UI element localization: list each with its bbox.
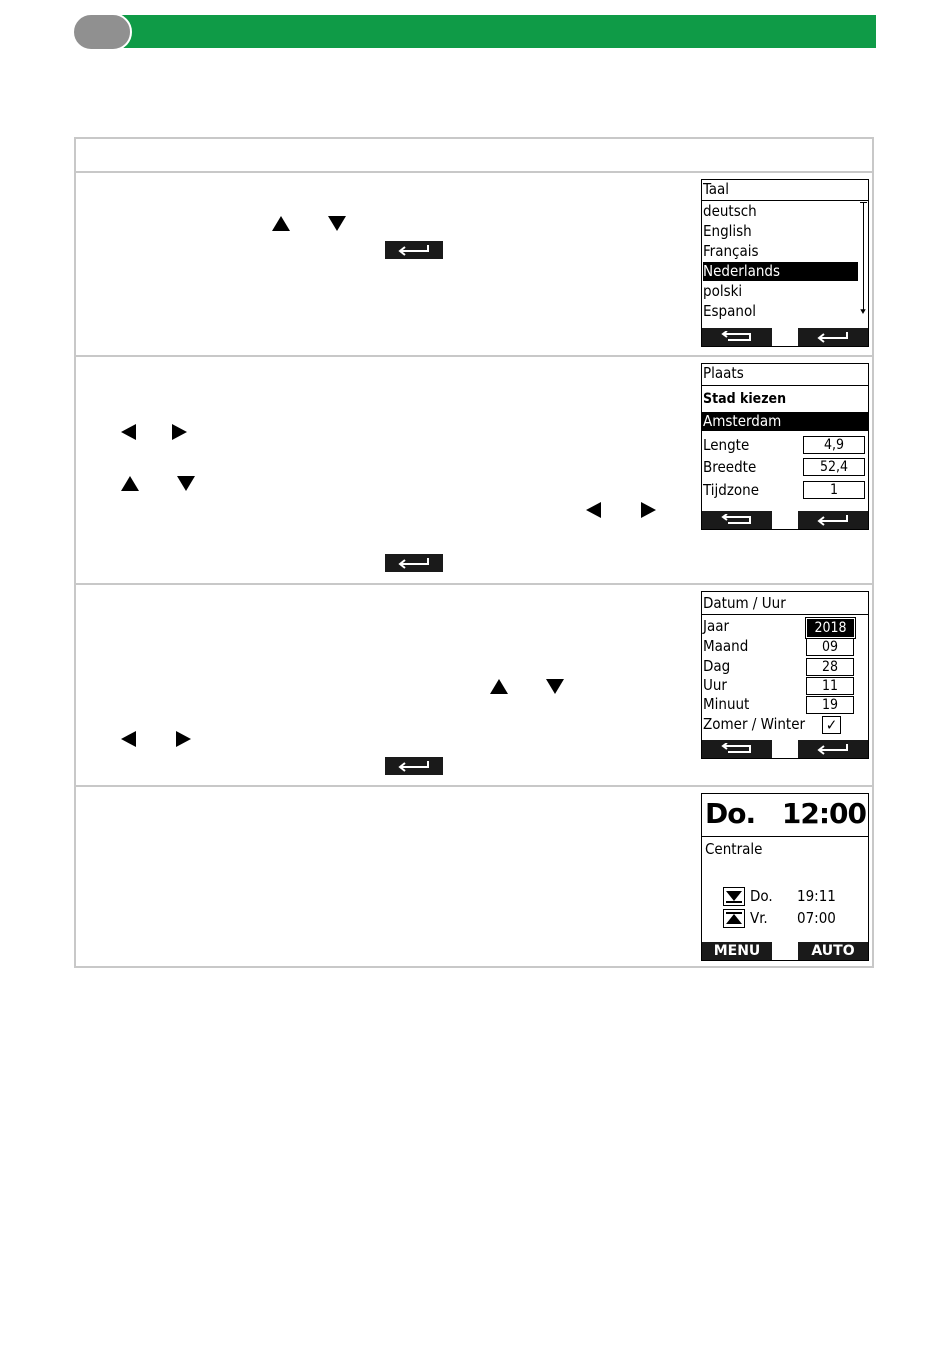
arrow-up-icon: [121, 476, 139, 491]
city-selected: Amsterdam: [702, 412, 869, 431]
menu-softkey: MENU: [702, 942, 772, 960]
enter-key-icon: [385, 241, 443, 259]
day-value: 28: [806, 658, 854, 676]
enter-softkey: [798, 328, 868, 346]
arrow-up-icon: [272, 216, 290, 231]
field-label: Maand: [703, 637, 749, 655]
field-label: Tijdzone: [703, 481, 760, 499]
hour-value: 11: [806, 677, 854, 695]
lcd-subtitle: Stad kiezen: [703, 391, 787, 407]
field-label: Minuut: [703, 695, 750, 713]
scroll-down-icon: ⯆: [859, 307, 867, 318]
auto-softkey: AUTO: [798, 942, 868, 960]
arrow-up-icon: [490, 679, 508, 694]
language-option: Français: [703, 242, 759, 260]
longitude-value: 4,9: [803, 436, 865, 454]
arrow-down-icon: [328, 216, 346, 231]
next-open-icon: [723, 909, 745, 928]
arrow-right-icon: [176, 731, 191, 747]
timezone-value: 1: [803, 481, 865, 499]
language-option: English: [703, 222, 752, 240]
scrollbar-cap: [860, 202, 867, 203]
lcd-datetime-screen: [701, 591, 869, 759]
table-divider: [74, 171, 874, 173]
dst-checkbox: ✓: [822, 716, 841, 734]
field-label: Jaar: [703, 617, 730, 635]
table-divider: [74, 355, 874, 357]
table-divider: [74, 785, 874, 787]
lcd-title-divider: [702, 836, 868, 837]
home-time: 12:00: [781, 797, 866, 830]
lcd-home-screen: [701, 793, 869, 961]
lcd-title-divider: [702, 200, 868, 201]
lcd-title: Plaats: [703, 364, 744, 382]
field-label: Uur: [703, 676, 727, 694]
field-label: Breedte: [703, 458, 757, 476]
next-close-day: Do.: [750, 887, 773, 905]
lcd-language-screen: [701, 179, 869, 347]
arrow-left-icon: [121, 731, 136, 747]
field-label: Dag: [703, 657, 731, 675]
minute-value: 19: [806, 696, 854, 714]
back-softkey: [702, 328, 772, 346]
next-open-day: Vr.: [750, 909, 768, 927]
language-option: deutsch: [703, 202, 757, 220]
arrow-left-icon: [121, 424, 136, 440]
enter-key-icon: [385, 554, 443, 572]
field-label: Lengte: [703, 436, 750, 454]
home-mode: Centrale: [705, 840, 763, 858]
chapter-banner: [100, 15, 876, 48]
lcd-title: Datum / Uur: [703, 594, 786, 612]
language-option: Espanol: [703, 302, 756, 320]
lcd-location-screen: [701, 363, 869, 530]
chapter-badge: [72, 13, 132, 51]
scrollbar-track: [863, 202, 864, 312]
month-value: 09: [806, 638, 854, 656]
next-close-time: 19:11: [797, 887, 836, 905]
lcd-title-divider: [702, 614, 868, 615]
language-option: polski: [703, 282, 743, 300]
home-day: Do.: [705, 797, 756, 830]
table-divider: [74, 583, 874, 585]
lcd-title: Taal: [703, 180, 730, 198]
field-label: Zomer / Winter: [703, 715, 806, 733]
arrow-right-icon: [641, 502, 656, 518]
back-softkey: [702, 511, 772, 529]
next-close-icon: [723, 887, 745, 906]
year-value: 2018: [807, 619, 854, 637]
language-option-selected: Nederlands: [703, 262, 858, 281]
arrow-down-icon: [546, 679, 564, 694]
enter-softkey: [798, 740, 868, 758]
enter-softkey: [798, 511, 868, 529]
latitude-value: 52,4: [803, 458, 865, 476]
arrow-down-icon: [177, 476, 195, 491]
arrow-right-icon: [172, 424, 187, 440]
lcd-title-divider: [702, 385, 868, 386]
back-softkey: [702, 740, 772, 758]
next-open-time: 07:00: [797, 909, 836, 927]
arrow-left-icon: [586, 502, 601, 518]
enter-key-icon: [385, 757, 443, 775]
